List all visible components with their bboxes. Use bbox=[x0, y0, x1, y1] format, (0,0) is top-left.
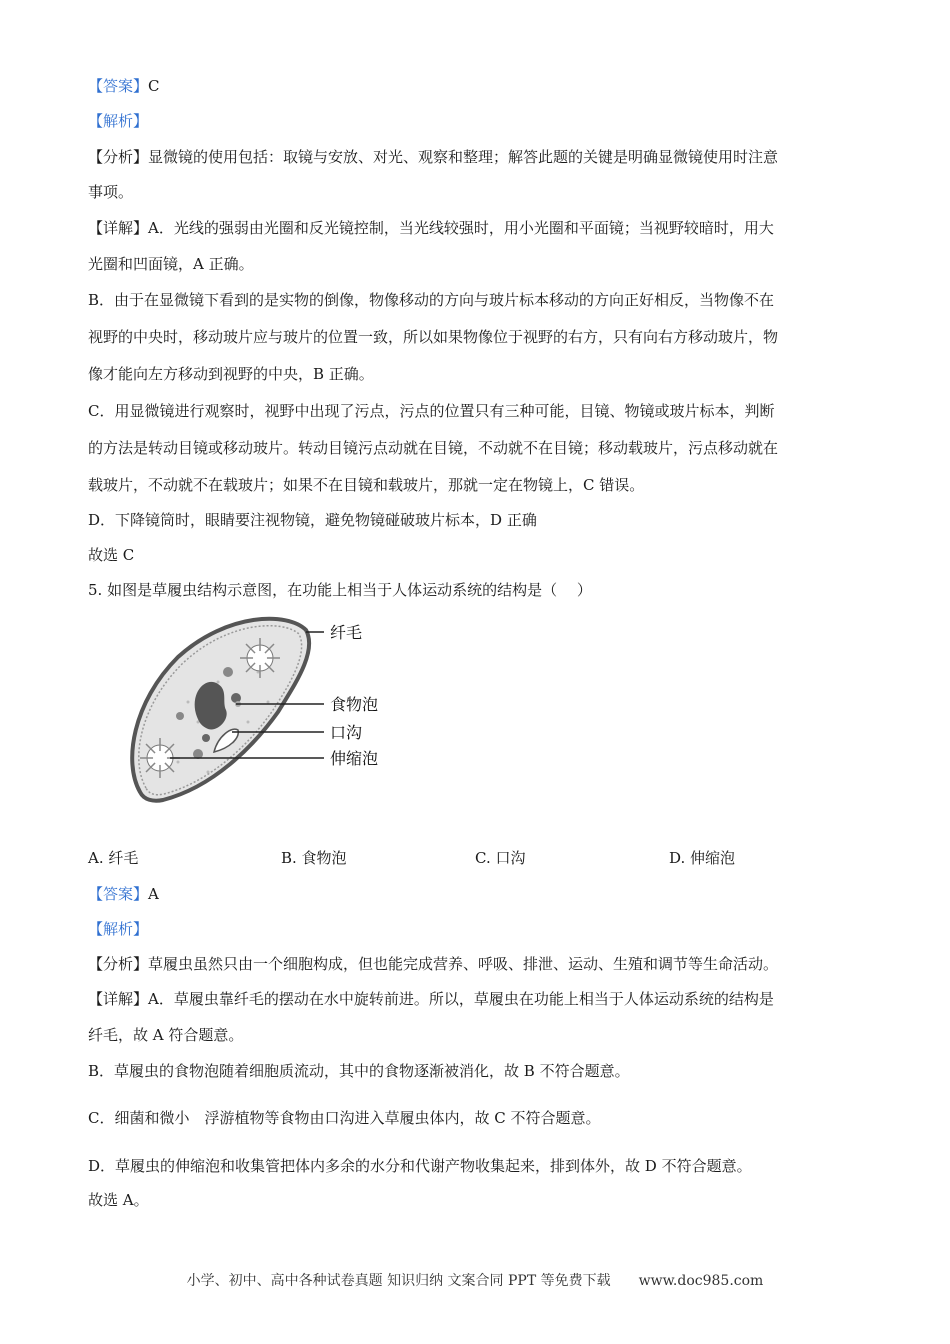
detail-a-cont: 光圈和凹面镜，A 正确。 bbox=[88, 255, 254, 273]
q5-detail-tag: 【详解】 bbox=[88, 990, 149, 1008]
detail-b-3: 像才能向左方移动到视野的中央，B 正确。 bbox=[88, 365, 374, 383]
detail-b-2: 视野的中央时，移动玻片应与玻片的位置一致，所以如果物像位于视野的右方，只有向右方移动玻片，物 bbox=[88, 328, 779, 346]
q5-fenxi-tag: 【分析】 bbox=[88, 955, 149, 973]
q5-detail-c: C．细菌和微小 浮游植物等食物由口沟进入草履虫体内，故 C 不符合题意。 bbox=[88, 1109, 601, 1127]
answer-line bbox=[88, 76, 160, 96]
page-footer bbox=[0, 1270, 950, 1290]
q5-detail-d: D．草履虫的伸缩泡和收集管把体内多余的水分和代谢产物收集起来，排到体外，故 D 不符合题意。 bbox=[88, 1157, 752, 1175]
detail-c-3: 载玻片，不动就不在载玻片；如果不在目镜和载玻片，那就一定在物镜上，C 错误。 bbox=[88, 476, 645, 494]
question-stem: 5. 如图是草履虫结构示意图，在功能上相当于人体运动系统的结构是（ ） bbox=[88, 581, 592, 599]
detail-tag: 【详解】 bbox=[88, 219, 149, 237]
label-food-vacuole: 食物泡 bbox=[330, 695, 379, 714]
option-c: C. 口沟 bbox=[475, 849, 526, 867]
paramecium-diagram bbox=[118, 612, 408, 812]
q5-answer-value: A bbox=[148, 885, 159, 903]
answer-value: C bbox=[148, 77, 160, 95]
answer-tag: 【答案】 bbox=[88, 77, 149, 95]
q5-analysis-tag: 【解析】 bbox=[88, 920, 149, 938]
footer-text: 小学、初中、高中各种试卷真题 知识归纳 文案合同 PPT 等免费下载 bbox=[186, 1273, 611, 1289]
contractile-vacuole-top-shape bbox=[240, 638, 280, 678]
fenxi-tag: 【分析】 bbox=[88, 148, 149, 166]
q5-fenxi-text: 草履虫虽然只由一个细胞构成，但也能完成营养、呼吸、排泄、运动、生殖和调节等生命活动。 bbox=[148, 955, 779, 973]
label-oral-groove: 口沟 bbox=[330, 723, 363, 742]
fenxi-text-cont: 事项。 bbox=[88, 183, 134, 201]
detail-a-text: A．光线的强弱由光圈和反光镜控制，当光线较强时，用小光圈和平面镜；当视野较暗时，用大 bbox=[148, 219, 774, 237]
fenxi-text: 显微镜的使用包括：取镜与安放、对光、观察和整理；解答此题的关键是明确显微镜使用时注意 bbox=[148, 148, 779, 166]
footer-url[interactable]: www.doc985.com bbox=[638, 1273, 764, 1289]
conclusion: 故选 C bbox=[88, 546, 135, 564]
fenxi-line bbox=[88, 147, 778, 167]
q5-fenxi-line bbox=[88, 954, 778, 974]
option-d: D. 伸缩泡 bbox=[669, 849, 736, 867]
q5-detail-a-line bbox=[88, 989, 774, 1009]
q5-detail-a-text: A．草履虫靠纤毛的摆动在水中旋转前进。所以，草履虫在功能上相当于人体运动系统的结构是 bbox=[148, 990, 774, 1008]
detail-b-1: B．由于在显微镜下看到的是实物的倒像，物像移动的方向与玻片标本移动的方向正好相反，当物像不在 bbox=[88, 291, 775, 309]
detail-c-2: 的方法是转动目镜或移动玻片。转动目镜污点动就在目镜，不动就不在目镜；移动载玻片，污点移动就在 bbox=[88, 439, 779, 457]
detail-d: D．下降镜筒时，眼睛要注视物镜，避免物镜碰破玻片标本，D 正确 bbox=[88, 511, 537, 529]
option-b: B. 食物泡 bbox=[281, 849, 347, 867]
q5-detail-b: B．草履虫的食物泡随着细胞质流动，其中的食物逐渐被消化，故 B 不符合题意。 bbox=[88, 1062, 630, 1080]
q5-answer-tag: 【答案】 bbox=[88, 885, 149, 903]
label-contractile-vacuole: 伸缩泡 bbox=[330, 749, 379, 768]
detail-c-1: C．用显微镜进行观察时，视野中出现了污点，污点的位置只有三种可能，目镜、物镜或玻片标本，判断 bbox=[88, 402, 775, 420]
option-a: A. 纤毛 bbox=[88, 849, 139, 867]
analysis-tag: 【解析】 bbox=[88, 112, 149, 130]
label-cilia: 纤毛 bbox=[330, 623, 363, 642]
q5-conclusion: 故选 A。 bbox=[88, 1191, 149, 1209]
q5-answer-line bbox=[88, 884, 159, 904]
q5-detail-a-cont: 纤毛，故 A 符合题意。 bbox=[88, 1026, 244, 1044]
detail-a-line bbox=[88, 218, 774, 238]
